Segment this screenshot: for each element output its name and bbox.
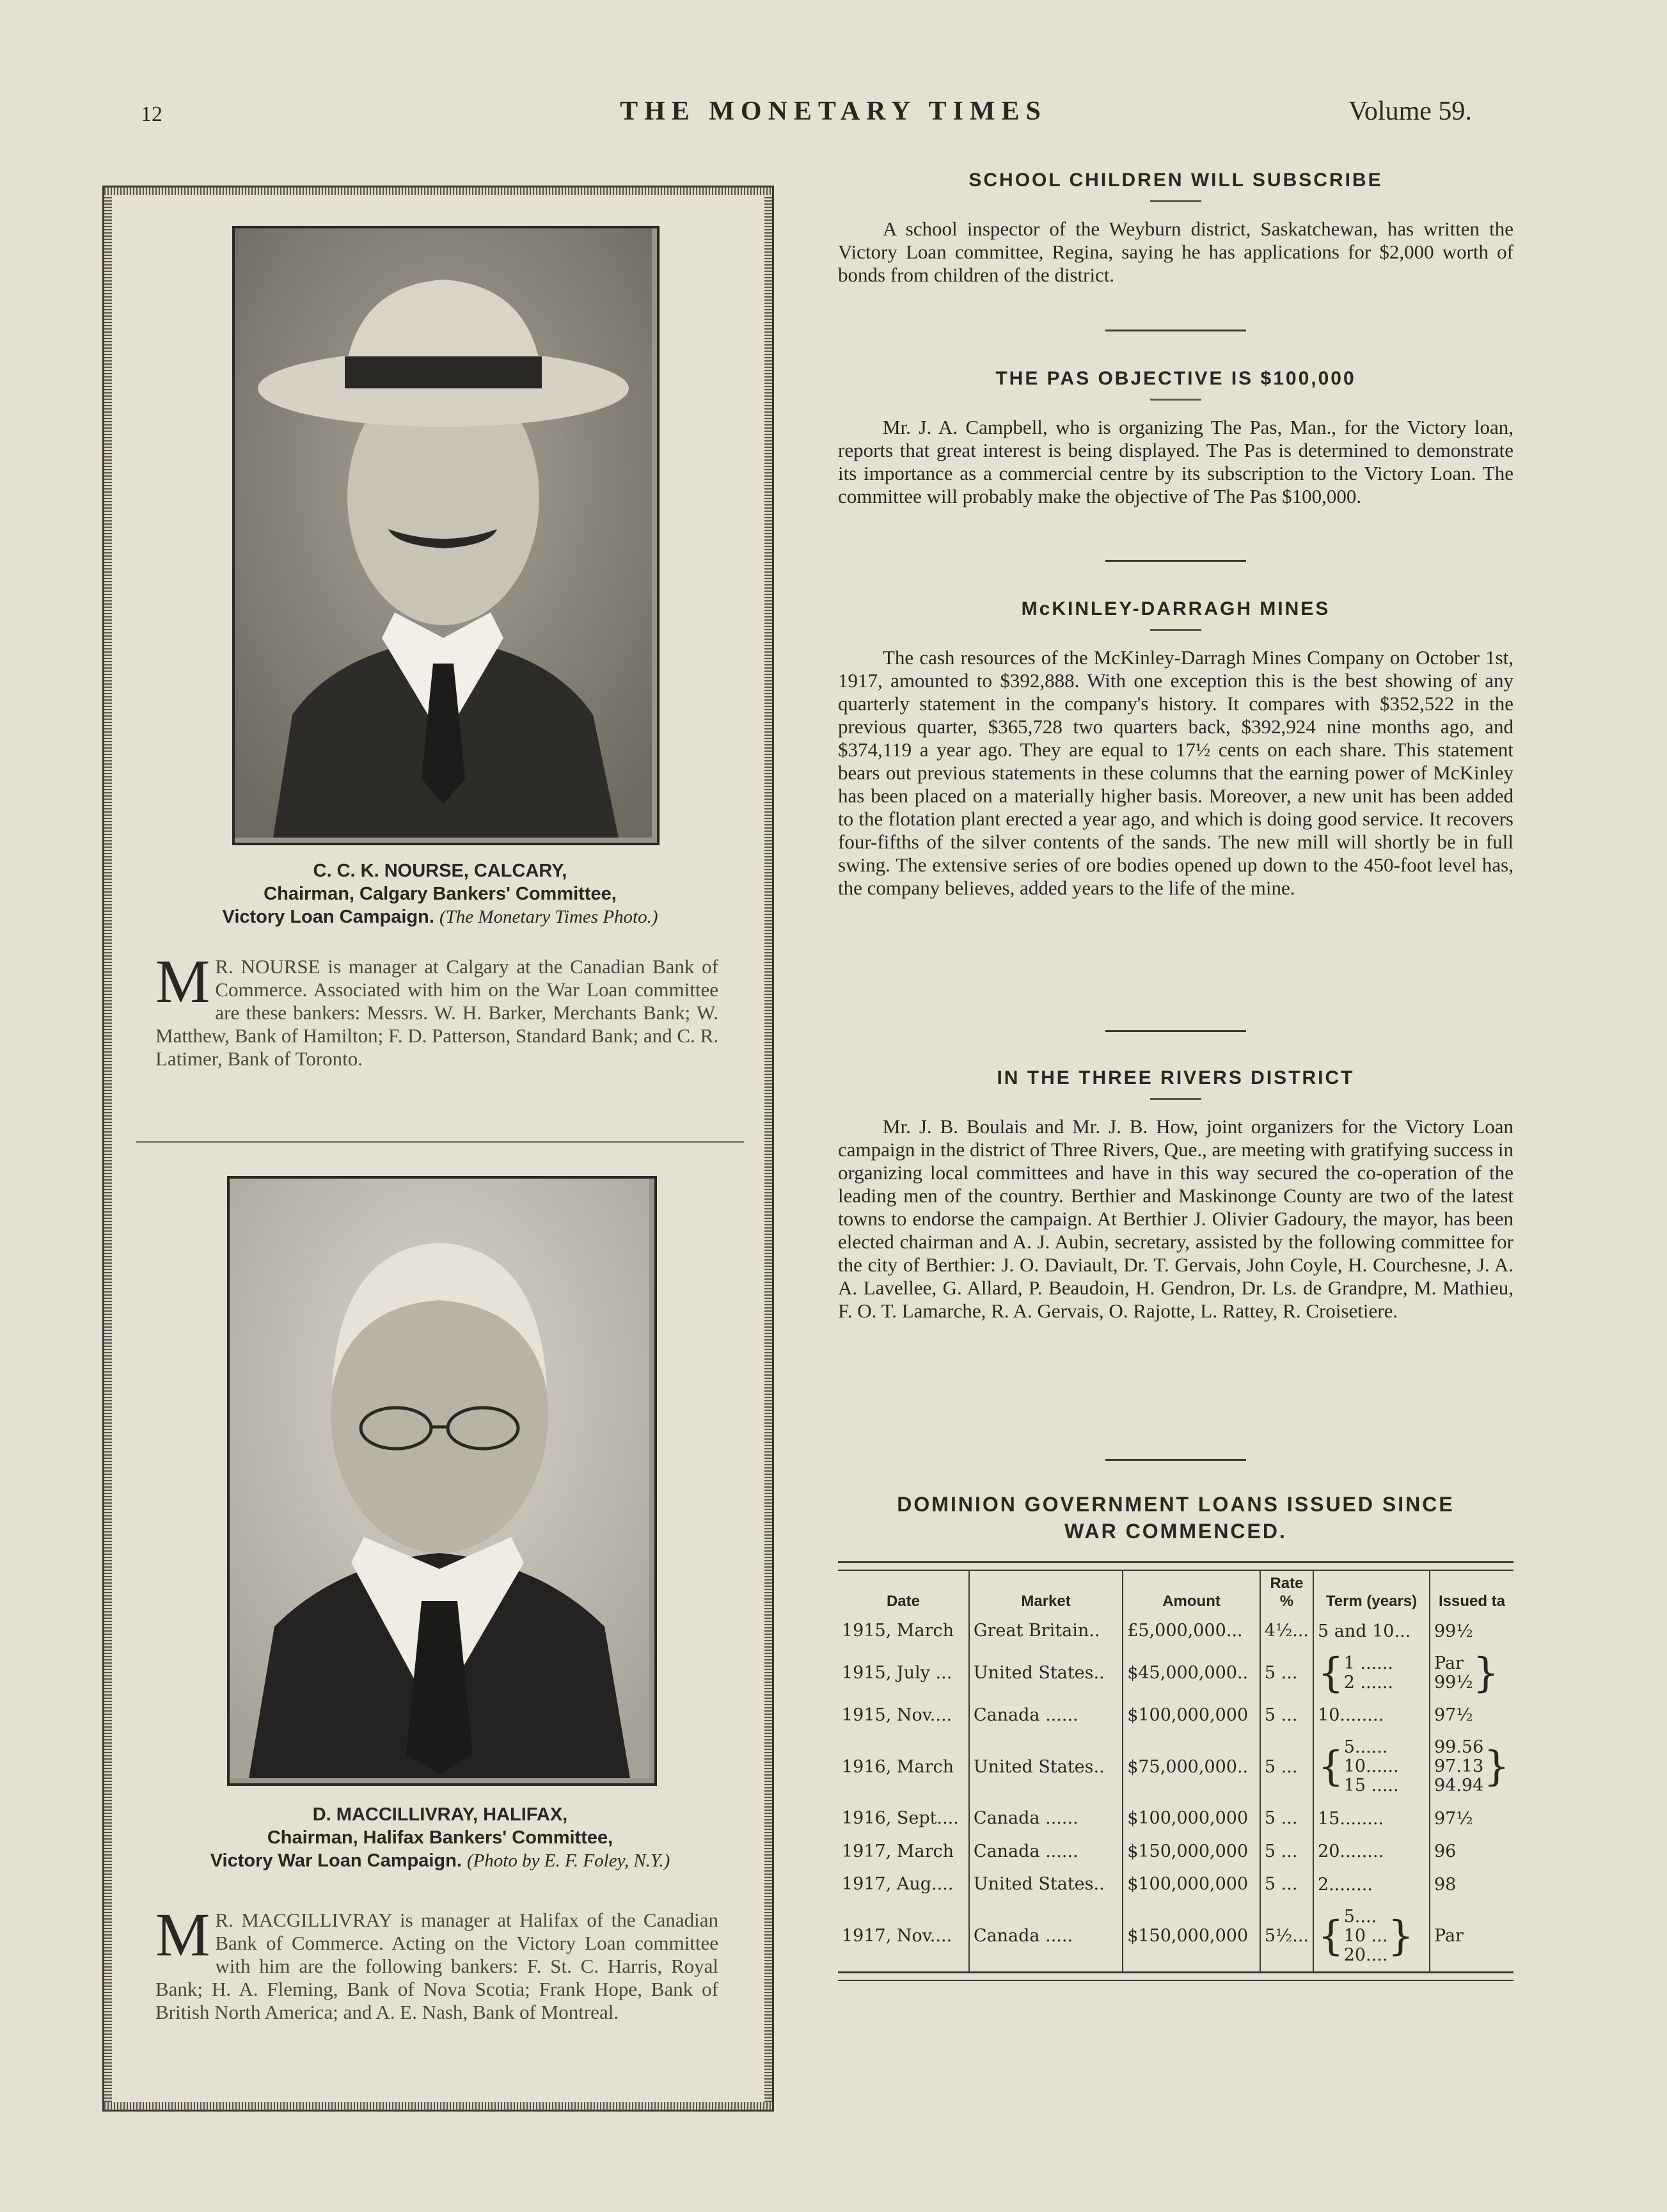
cell-amount: £5,000,000...: [1123, 1614, 1260, 1648]
table-title: [838, 1491, 1513, 1545]
term-value: 1 ......: [1343, 1653, 1393, 1673]
article-body: A school inspector of the Weyburn district, Saskatchewan, has written the Victory Loan committee, Regina, saying he has applications for $2,000 worth of bonds from children of the district.: [838, 218, 1513, 286]
term-value: 5......: [1343, 1737, 1388, 1757]
table-body: [838, 1614, 1513, 1971]
caption-credit: (The Monetary Times Photo.): [439, 907, 658, 927]
issued-values: [1434, 1622, 1473, 1641]
cell-amount: $75,000,000..: [1123, 1731, 1260, 1802]
cell-market: United States..: [969, 1648, 1123, 1699]
article-separator: [1105, 560, 1246, 562]
cell-rate: 5 ...: [1260, 1868, 1313, 1901]
cell-rate: 5 ...: [1260, 1802, 1313, 1835]
caption-role: Victory War Loan Campaign.: [210, 1850, 462, 1871]
term-value: 15........: [1318, 1808, 1384, 1829]
cell-amount: $45,000,000..: [1123, 1648, 1260, 1699]
article-heading: THE PAS OBJECTIVE IS $100,000: [995, 368, 1356, 389]
term-value: 15 .....: [1343, 1776, 1399, 1795]
article-the-pas: [838, 368, 1513, 508]
article-heading: IN THE THREE RIVERS DISTRICT: [997, 1067, 1355, 1088]
term-values: [1318, 1842, 1384, 1861]
col-header-rate: [1260, 1571, 1313, 1614]
portrait-photo-macgillivray: [227, 1176, 657, 1786]
issued-value: 99½: [1434, 1672, 1473, 1692]
brace-glyph: {: [1318, 1743, 1344, 1790]
table-row: [838, 1802, 1513, 1835]
cell-term: [1313, 1868, 1430, 1901]
issued-value: 96: [1434, 1842, 1457, 1861]
table-row: [838, 1868, 1513, 1901]
cell-market: Canada .....: [969, 1901, 1123, 1971]
cell-term: [1313, 1731, 1430, 1802]
article-school-children: [838, 170, 1513, 287]
issued-values: [1434, 1738, 1483, 1795]
brace-glyph: }: [1473, 1649, 1499, 1697]
col-header-rate-line: %: [1279, 1593, 1294, 1610]
term-value: 20....: [1343, 1945, 1388, 1965]
table-header-row: [838, 1571, 1513, 1614]
cell-rate: 5½...: [1260, 1901, 1313, 1971]
table-row: [838, 1835, 1513, 1868]
issued-values: [1434, 1842, 1456, 1861]
caption-credit: (Photo by E. F. Foley, N.Y.): [466, 1850, 670, 1871]
cell-date: 1916, March: [842, 1756, 954, 1777]
col-header-term: Term (years): [1313, 1571, 1430, 1614]
caption-name: C. C. K. NOURSE, CALCARY,: [313, 861, 567, 881]
issued-value: 97.13: [1434, 1756, 1484, 1776]
cell-market: United States..: [969, 1868, 1123, 1901]
cell-amount: $100,000,000: [1123, 1802, 1260, 1835]
article-body: Mr. J. A. Campbell, who is organizing The Pas, Man., for the Victory loan, reports that great interest is being displayed. The Pas is determined to demonstrate its importance as a commercial centre by its subscription to the Victory Loan. The committee will probably make the objective of The Pas $100,000.: [838, 416, 1513, 507]
portrait-caption-macgillivray: [181, 1803, 699, 1872]
issued-value: 99.56: [1434, 1737, 1484, 1757]
heading-dash: [1150, 629, 1201, 631]
cell-issued: [1430, 1648, 1513, 1699]
cell-date: 1917, March: [842, 1841, 954, 1861]
heading-dash: [1150, 200, 1201, 202]
term-values: [1318, 1622, 1410, 1641]
heading-dash: [1150, 1098, 1201, 1100]
cell-date: 1916, Sept....: [842, 1808, 959, 1829]
table-row: [838, 1699, 1513, 1732]
term-values: [1318, 1810, 1384, 1829]
cell-date: 1915, March: [842, 1621, 954, 1641]
cell-amount: $100,000,000: [1123, 1699, 1260, 1732]
cell-date: 1917, Nov....: [842, 1926, 952, 1946]
cell-rate: 5 ...: [1260, 1731, 1313, 1802]
cell-issued: [1430, 1731, 1513, 1802]
table-top-rule: [838, 1561, 1513, 1571]
table-row: [838, 1614, 1513, 1648]
border-rule: [764, 195, 772, 2102]
masthead: THE MONETARY TIMES: [620, 97, 1047, 126]
table-row: [838, 1648, 1513, 1699]
table-row: [838, 1901, 1513, 1971]
cell-date: 1917, Aug....: [842, 1874, 954, 1895]
cell-term: [1313, 1648, 1430, 1699]
col-header-amount: Amount: [1123, 1571, 1260, 1614]
caption-role: Chairman, Calgary Bankers' Committee,: [264, 884, 617, 904]
bio-text: R. MACGILLIVRAY is manager at Halifax of the Canadian Bank of Commerce. Acting on the Victory Loan committee with him are the following bankers: F. St. C. Harris, Royal Bank; H. A. Fleming, Bank of Nova Scotia; Frank Hope, Bank of British North America; and A. E. Nash, Bank of Montreal.: [155, 1909, 718, 2023]
table-bottom-rule: [838, 1971, 1513, 1981]
volume-label: Volume 59.: [1348, 97, 1472, 126]
brace-glyph: {: [1318, 1649, 1344, 1697]
border-rule: [104, 2102, 772, 2110]
cell-rate: 5 ...: [1260, 1699, 1313, 1732]
term-value: 2........: [1318, 1874, 1373, 1895]
brace-glyph: {: [1318, 1912, 1344, 1960]
cell-market: Great Britain..: [969, 1614, 1123, 1648]
issued-value: 94.94: [1434, 1776, 1484, 1795]
cell-issued: [1430, 1835, 1513, 1868]
cell-amount: $100,000,000: [1123, 1868, 1260, 1901]
table-title-line: DOMINION GOVERNMENT LOANS ISSUED SINCE: [897, 1493, 1455, 1516]
portrait-photo-nourse: [232, 226, 660, 845]
issued-value: 97½: [1434, 1705, 1473, 1725]
table-row: [838, 1731, 1513, 1802]
article-body: The cash resources of the McKinley-Darragh Mines Company on October 1st, 1917, amounted to $392,888. With one exception this is the best showing of any quarterly statement in the company's history. It compares with $352,522 in the previous quarter, $365,728 two quarters back, $392,924 nine months ago, and $374,119 a year ago. They are equal to 17½ cents on each share. This statement bears out previous statements in these columns that the earning power of McKinley has been placed on a materially higher basis. Moreover, a new unit has been added to the flotation plant erected a year ago, and which is doing good service. It recovers four-fifths of the silver contents of the sands. The new mill will shortly be in full swing. The extensive series of ore bodies opened up down to the 450-foot level has, the company believes, added years to the life of the mine.: [838, 646, 1513, 899]
term-values: [1344, 1654, 1393, 1692]
page-number: 12: [141, 102, 162, 126]
cell-term: [1313, 1699, 1430, 1732]
article-body: Mr. J. B. Boulais and Mr. J. B. How, joint organizers for the Victory Loan campaign in the district of Three Rivers, Que., are meeting with gratifying success in organizing local committees and have in this way secured the co-operation of the leading men of the country. Berthier and Maskinonge County are two of the latest towns to endorse the campaign. At Berthier J. Olivier Gadoury, the mayor, has been elected chairman and A. J. Aubin, secretary, assisted by the following committee for the city of Berthier: J. O. Daviault, Dr. T. Gervais, John Coyle, H. Courchesne, J. A. A. Lavellee, G. Allard, P. Beaudoin, H. Gendron, Dr. Ls. de Grandpre, M. Mathieu, F. O. T. Lamarche, R. A. Gervais, O. Rajotte, L. Rattey, R. Croisetiere.: [838, 1115, 1513, 1322]
article-separator: [1105, 330, 1246, 331]
caption-name: D. MACCILLIVRAY, HALIFAX,: [312, 1804, 568, 1825]
issued-value: 97½: [1434, 1808, 1473, 1829]
bio-text: R. NOURSE is manager at Calgary at the Canadian Bank of Commerce. Associated with him on the War Loan committee are these bankers: Messrs. W. H. Barker, Merchants Bank; W. Matthew, Bank of Hamilton; F. D. Patterson, Standard Bank; and C. R. Latimer, Bank of Toronto.: [155, 955, 718, 1070]
col-header-issued: Issued ta: [1430, 1571, 1513, 1614]
term-value: 10........: [1318, 1705, 1384, 1725]
issued-values: [1434, 1706, 1473, 1725]
cell-term: [1313, 1802, 1430, 1835]
term-value: 5 and 10...: [1318, 1621, 1411, 1641]
term-value: 20........: [1318, 1842, 1384, 1861]
issued-value: 99½: [1434, 1621, 1473, 1641]
cell-issued: [1430, 1614, 1513, 1648]
col-header-rate-line: Rate: [1270, 1575, 1304, 1592]
term-value: 5....: [1343, 1906, 1377, 1927]
term-values: [1318, 1875, 1373, 1895]
term-values: [1344, 1738, 1399, 1795]
cell-rate: 4½...: [1260, 1614, 1313, 1648]
cell-term: [1313, 1835, 1430, 1868]
table-title-line: WAR COMMENCED.: [1064, 1520, 1287, 1543]
cell-market: Canada ......: [969, 1699, 1123, 1732]
article-three-rivers: [838, 1067, 1513, 1323]
issued-values: [1434, 1810, 1473, 1829]
issued-value: Par: [1434, 1926, 1464, 1946]
term-value: 10......: [1343, 1756, 1399, 1776]
col-header-date: Date: [886, 1593, 920, 1610]
loans-table: [838, 1571, 1513, 1971]
border-rule: [104, 195, 112, 2102]
cell-market: Canada ......: [969, 1802, 1123, 1835]
cell-issued: [1430, 1802, 1513, 1835]
term-value: 2 ......: [1343, 1672, 1393, 1692]
cell-date: 1915, Nov....: [842, 1705, 952, 1725]
term-values: [1344, 1907, 1388, 1965]
col-header-market: Market: [969, 1571, 1123, 1614]
cell-term: [1313, 1614, 1430, 1648]
caption-role: Victory Loan Campaign.: [222, 907, 434, 927]
cell-market: United States..: [969, 1731, 1123, 1802]
brace-glyph: }: [1387, 1912, 1414, 1960]
article-heading: McKINLEY-DARRAGH MINES: [1021, 598, 1331, 619]
cell-amount: $150,000,000: [1123, 1901, 1260, 1971]
heading-dash: [1150, 399, 1201, 401]
article-mckinley-darragh: [838, 598, 1513, 900]
bio-nourse: [155, 947, 718, 1070]
issued-values: [1434, 1875, 1456, 1895]
cell-rate: 5 ...: [1260, 1648, 1313, 1699]
article-separator: [1105, 1459, 1246, 1461]
cell-market: Canada ......: [969, 1835, 1123, 1868]
issued-values: [1434, 1654, 1473, 1692]
loans-table-section: [838, 1491, 1513, 1981]
cell-amount: $150,000,000: [1123, 1835, 1260, 1868]
term-values: [1318, 1706, 1384, 1725]
article-heading: SCHOOL CHILDREN WILL SUBSCRIBE: [968, 170, 1383, 191]
portrait-sidebar: [102, 186, 774, 2112]
border-rule: [104, 187, 772, 195]
portrait-caption-nourse: [181, 859, 699, 928]
cell-issued: [1430, 1901, 1513, 1971]
brace-glyph: }: [1483, 1743, 1510, 1790]
drop-cap: M: [155, 1900, 210, 1969]
issued-values: [1434, 1927, 1464, 1946]
section-divider: [136, 1141, 744, 1143]
term-value: 10 ...: [1343, 1925, 1388, 1946]
bio-macgillivray: [155, 1900, 718, 2024]
cell-issued: [1430, 1699, 1513, 1732]
cell-issued: [1430, 1868, 1513, 1901]
cell-date: 1915, July ...: [842, 1663, 952, 1683]
issued-value: 98: [1434, 1874, 1457, 1895]
issued-value: Par: [1434, 1653, 1464, 1673]
drop-cap: M: [155, 947, 210, 1015]
cell-rate: 5 ...: [1260, 1835, 1313, 1868]
cell-term: [1313, 1901, 1430, 1971]
article-separator: [1105, 1030, 1246, 1032]
caption-role: Chairman, Halifax Bankers' Committee,: [267, 1827, 613, 1848]
